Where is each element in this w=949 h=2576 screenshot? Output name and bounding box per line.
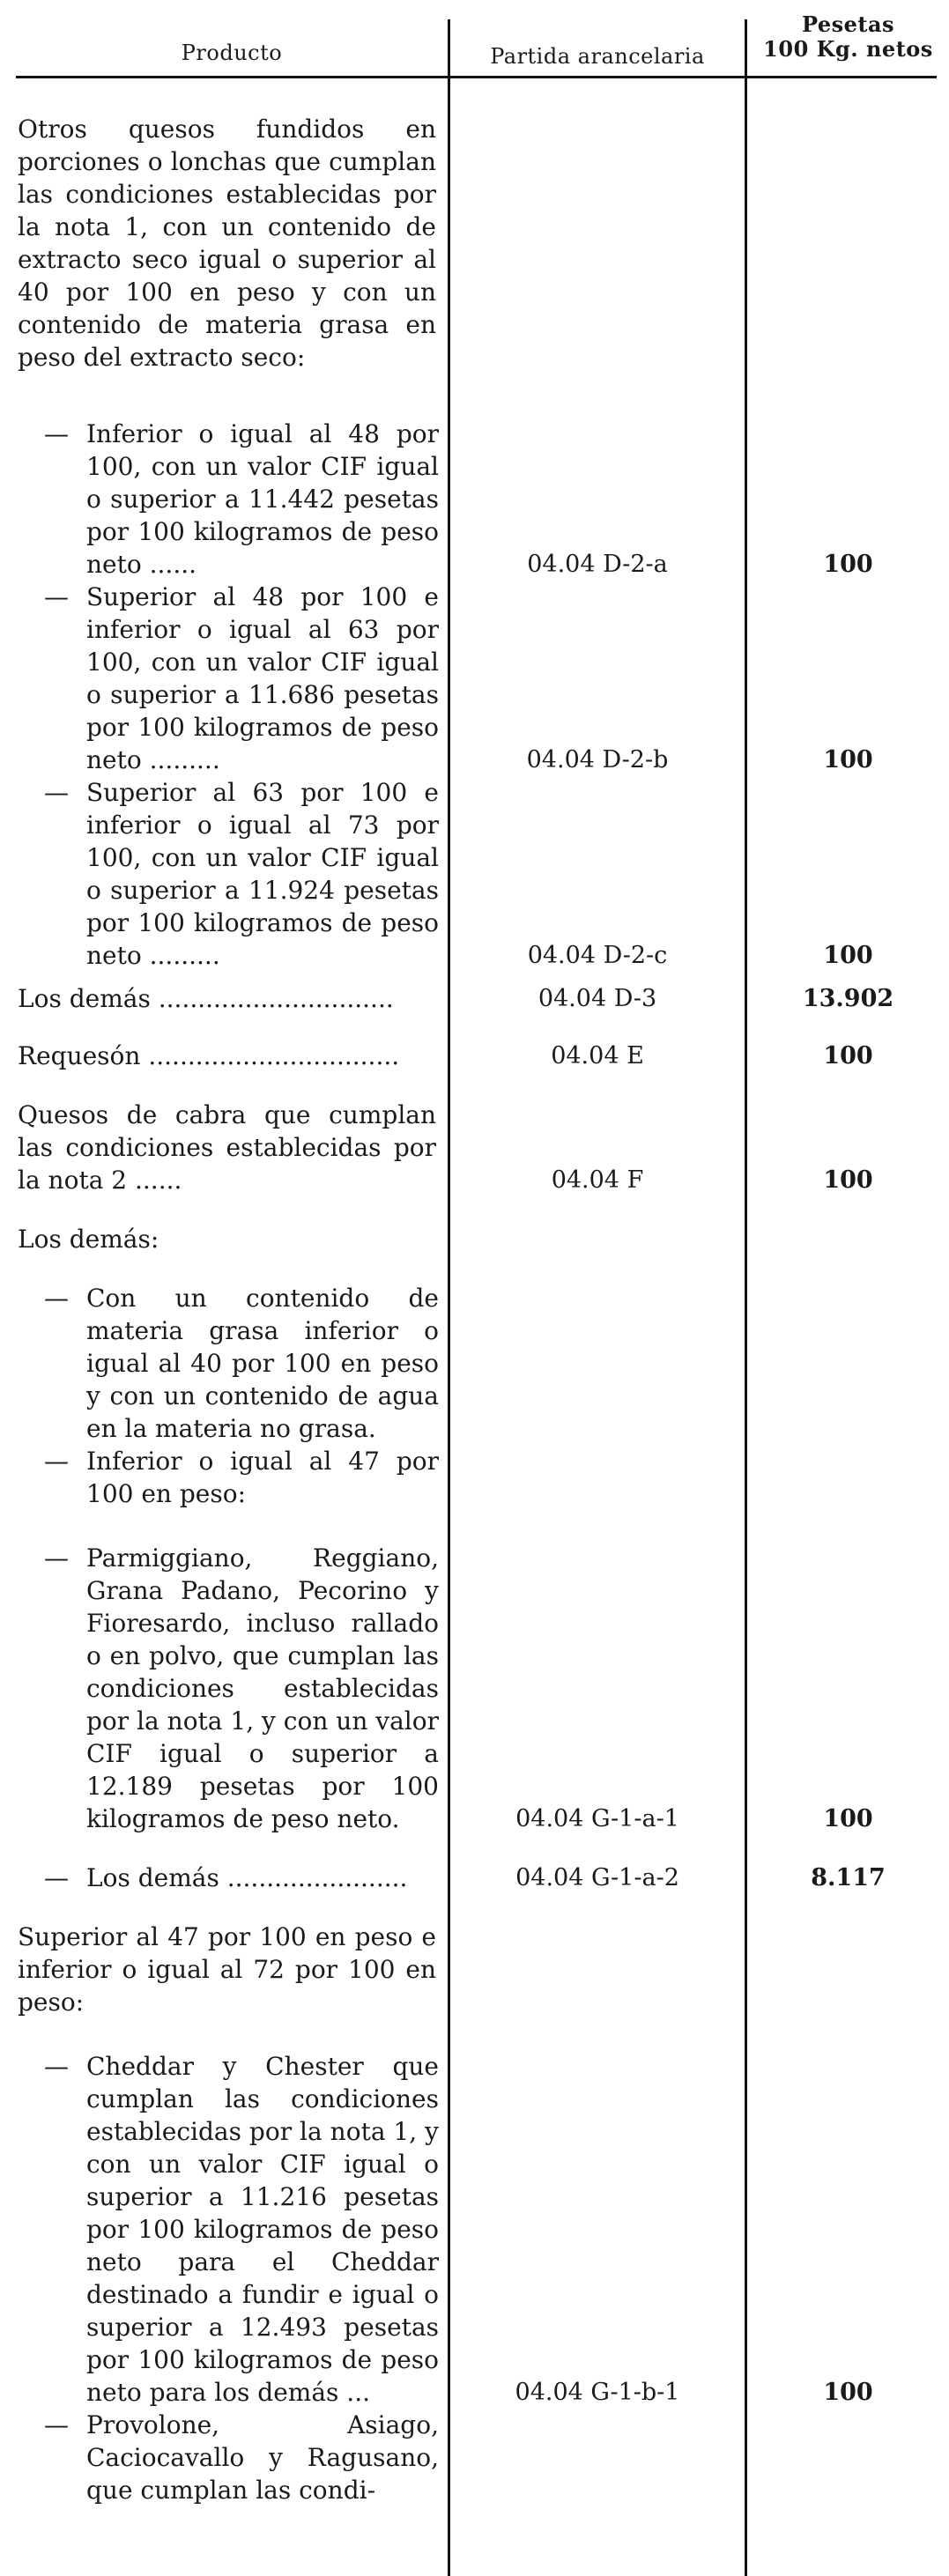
table-row bbox=[0, 776, 949, 972]
producto-text: Superior al 63 por 100 e inferior o igual al 73 por 100, con un valor CIF igual o superior a 11.924 pesetas por 100 kilogramos de peso neto ......... bbox=[86, 778, 439, 970]
producto-cell bbox=[44, 776, 439, 972]
dash-bullet: — bbox=[44, 2410, 69, 2439]
table-row bbox=[0, 2050, 949, 2409]
table-row bbox=[0, 113, 949, 374]
producto-text: Inferior o igual al 48 por 100, con un valor CIF igual o superior a 11.442 pesetas por 100 kilogramos de peso neto ...... bbox=[86, 419, 439, 579]
producto-cell bbox=[44, 581, 439, 776]
producto-text: Superior al 48 por 100 e inferior o igual al 63 por 100, con un valor CIF igual o superior a 11.686 pesetas por 100 kilogramos de peso neto ......... bbox=[86, 582, 439, 774]
producto-text: Inferior o igual al 47 por 100 en peso: bbox=[86, 1447, 439, 1508]
pesetas-cell: 100 bbox=[823, 942, 873, 969]
table-row bbox=[0, 1542, 949, 1835]
producto-cell bbox=[44, 2050, 439, 2409]
partida-cell: 04.04 G-1-a-2 bbox=[515, 1864, 679, 1891]
producto-cell bbox=[44, 1862, 439, 1894]
producto-cell bbox=[18, 1040, 436, 1072]
header-producto: Producto bbox=[181, 41, 283, 65]
producto-text: Otros quesos fundidos en porciones o lonchas que cumplan las condiciones establecidas por la nota 1, con un contenido de extracto seco igual o superior al 40 por 100 en peso y con un contenido de materia grasa en peso del extracto seco: bbox=[18, 115, 436, 372]
producto-text: Quesos de cabra que cumplan las condiciones establecidas por la nota 2 ...... bbox=[18, 1100, 436, 1195]
table-row bbox=[0, 982, 949, 1015]
dash-bullet: — bbox=[44, 419, 69, 448]
table-row bbox=[0, 1099, 949, 1196]
dash-bullet: — bbox=[44, 2052, 69, 2081]
producto-cell bbox=[18, 113, 436, 374]
header-partida: Partida arancelaria bbox=[490, 44, 705, 69]
producto-cell bbox=[18, 1099, 436, 1196]
partida-cell: 04.04 D-3 bbox=[538, 985, 657, 1012]
producto-cell bbox=[18, 1921, 436, 2018]
producto-text: Con un contenido de materia grasa inferior o igual al 40 por 100 en peso y con un contenido de agua en la materia no grasa. bbox=[86, 1284, 439, 1443]
producto-text: Superior al 47 por 100 en peso e inferior o igual al 72 por 100 en peso: bbox=[18, 1922, 436, 2017]
header-pesetas-line2: 100 Kg. netos bbox=[763, 36, 933, 62]
partida-cell: 04.04 G-1-a-1 bbox=[515, 1805, 679, 1832]
dash-bullet: — bbox=[44, 582, 69, 611]
header-pesetas bbox=[747, 12, 949, 62]
pesetas-cell: 100 bbox=[823, 2379, 873, 2406]
dash-bullet: — bbox=[44, 1447, 69, 1476]
pesetas-cell: 8.117 bbox=[811, 1864, 886, 1891]
dash-bullet: — bbox=[44, 1863, 69, 1892]
table-row bbox=[0, 1282, 949, 1445]
table-row bbox=[0, 1445, 949, 1510]
producto-cell bbox=[18, 982, 436, 1015]
partida-cell: 04.04 D-2-a bbox=[527, 551, 668, 578]
pesetas-cell: 100 bbox=[823, 746, 873, 774]
partida-cell: 04.04 F bbox=[551, 1166, 644, 1194]
producto-cell bbox=[44, 418, 439, 581]
table-row bbox=[0, 2409, 949, 2506]
producto-cell bbox=[44, 1282, 439, 1445]
header-pesetas-line1: Pesetas bbox=[801, 11, 895, 37]
producto-cell bbox=[44, 1445, 439, 1510]
partida-cell: 04.04 E bbox=[551, 1042, 644, 1070]
partida-cell: 04.04 D-2-c bbox=[527, 942, 668, 969]
tariff-table-body bbox=[0, 79, 949, 2506]
partida-cell: 04.04 D-2-b bbox=[526, 746, 669, 774]
producto-text: Provolone, Asiago, Caciocavallo y Ragusano, que cumplan las condi- bbox=[86, 2410, 439, 2505]
producto-text: Cheddar y Chester que cumplan las condiciones establecidas por la nota 1, y con un valor CIF igual o superior a 11.216 pesetas por 100 kilogramos de peso neto para el Cheddar destinado a fundir e igual o superior a 12.493 pesetas por 100 kilogramos de peso neto para los demás ... bbox=[86, 2052, 439, 2407]
header-rule bbox=[16, 76, 937, 78]
producto-cell bbox=[44, 2409, 439, 2506]
producto-text: Requesón ................................ bbox=[18, 1041, 400, 1070]
table-row bbox=[0, 1223, 949, 1255]
table-row bbox=[0, 1040, 949, 1072]
dash-bullet: — bbox=[44, 1284, 69, 1313]
table-row bbox=[0, 1921, 949, 2018]
partida-cell: 04.04 G-1-b-1 bbox=[515, 2379, 680, 2406]
dash-bullet: — bbox=[44, 1543, 69, 1573]
producto-text: Los demás: bbox=[18, 1225, 159, 1254]
producto-cell bbox=[18, 1223, 436, 1255]
producto-text: Los demás ....................... bbox=[86, 1863, 408, 1892]
pesetas-cell: 100 bbox=[823, 1042, 873, 1070]
table-row bbox=[0, 1862, 949, 1894]
pesetas-cell: 100 bbox=[823, 1166, 873, 1194]
pesetas-cell: 13.902 bbox=[802, 985, 894, 1012]
table-row bbox=[0, 581, 949, 776]
producto-text: Parmiggiano, Reggiano, Grana Padano, Pecorino y Fioresardo, incluso rallado o en polvo, que cumplan las condiciones establecidas por la nota 1, y con un valor CIF igual o superior a 12.189 pesetas por 100 kilogramos de peso neto. bbox=[86, 1543, 439, 1833]
pesetas-cell: 100 bbox=[823, 1805, 873, 1832]
table-row bbox=[0, 418, 949, 581]
producto-text: Los demás .............................. bbox=[18, 984, 394, 1013]
producto-cell bbox=[44, 1542, 439, 1835]
pesetas-cell: 100 bbox=[823, 551, 873, 578]
table-header bbox=[0, 0, 949, 79]
dash-bullet: — bbox=[44, 778, 69, 807]
